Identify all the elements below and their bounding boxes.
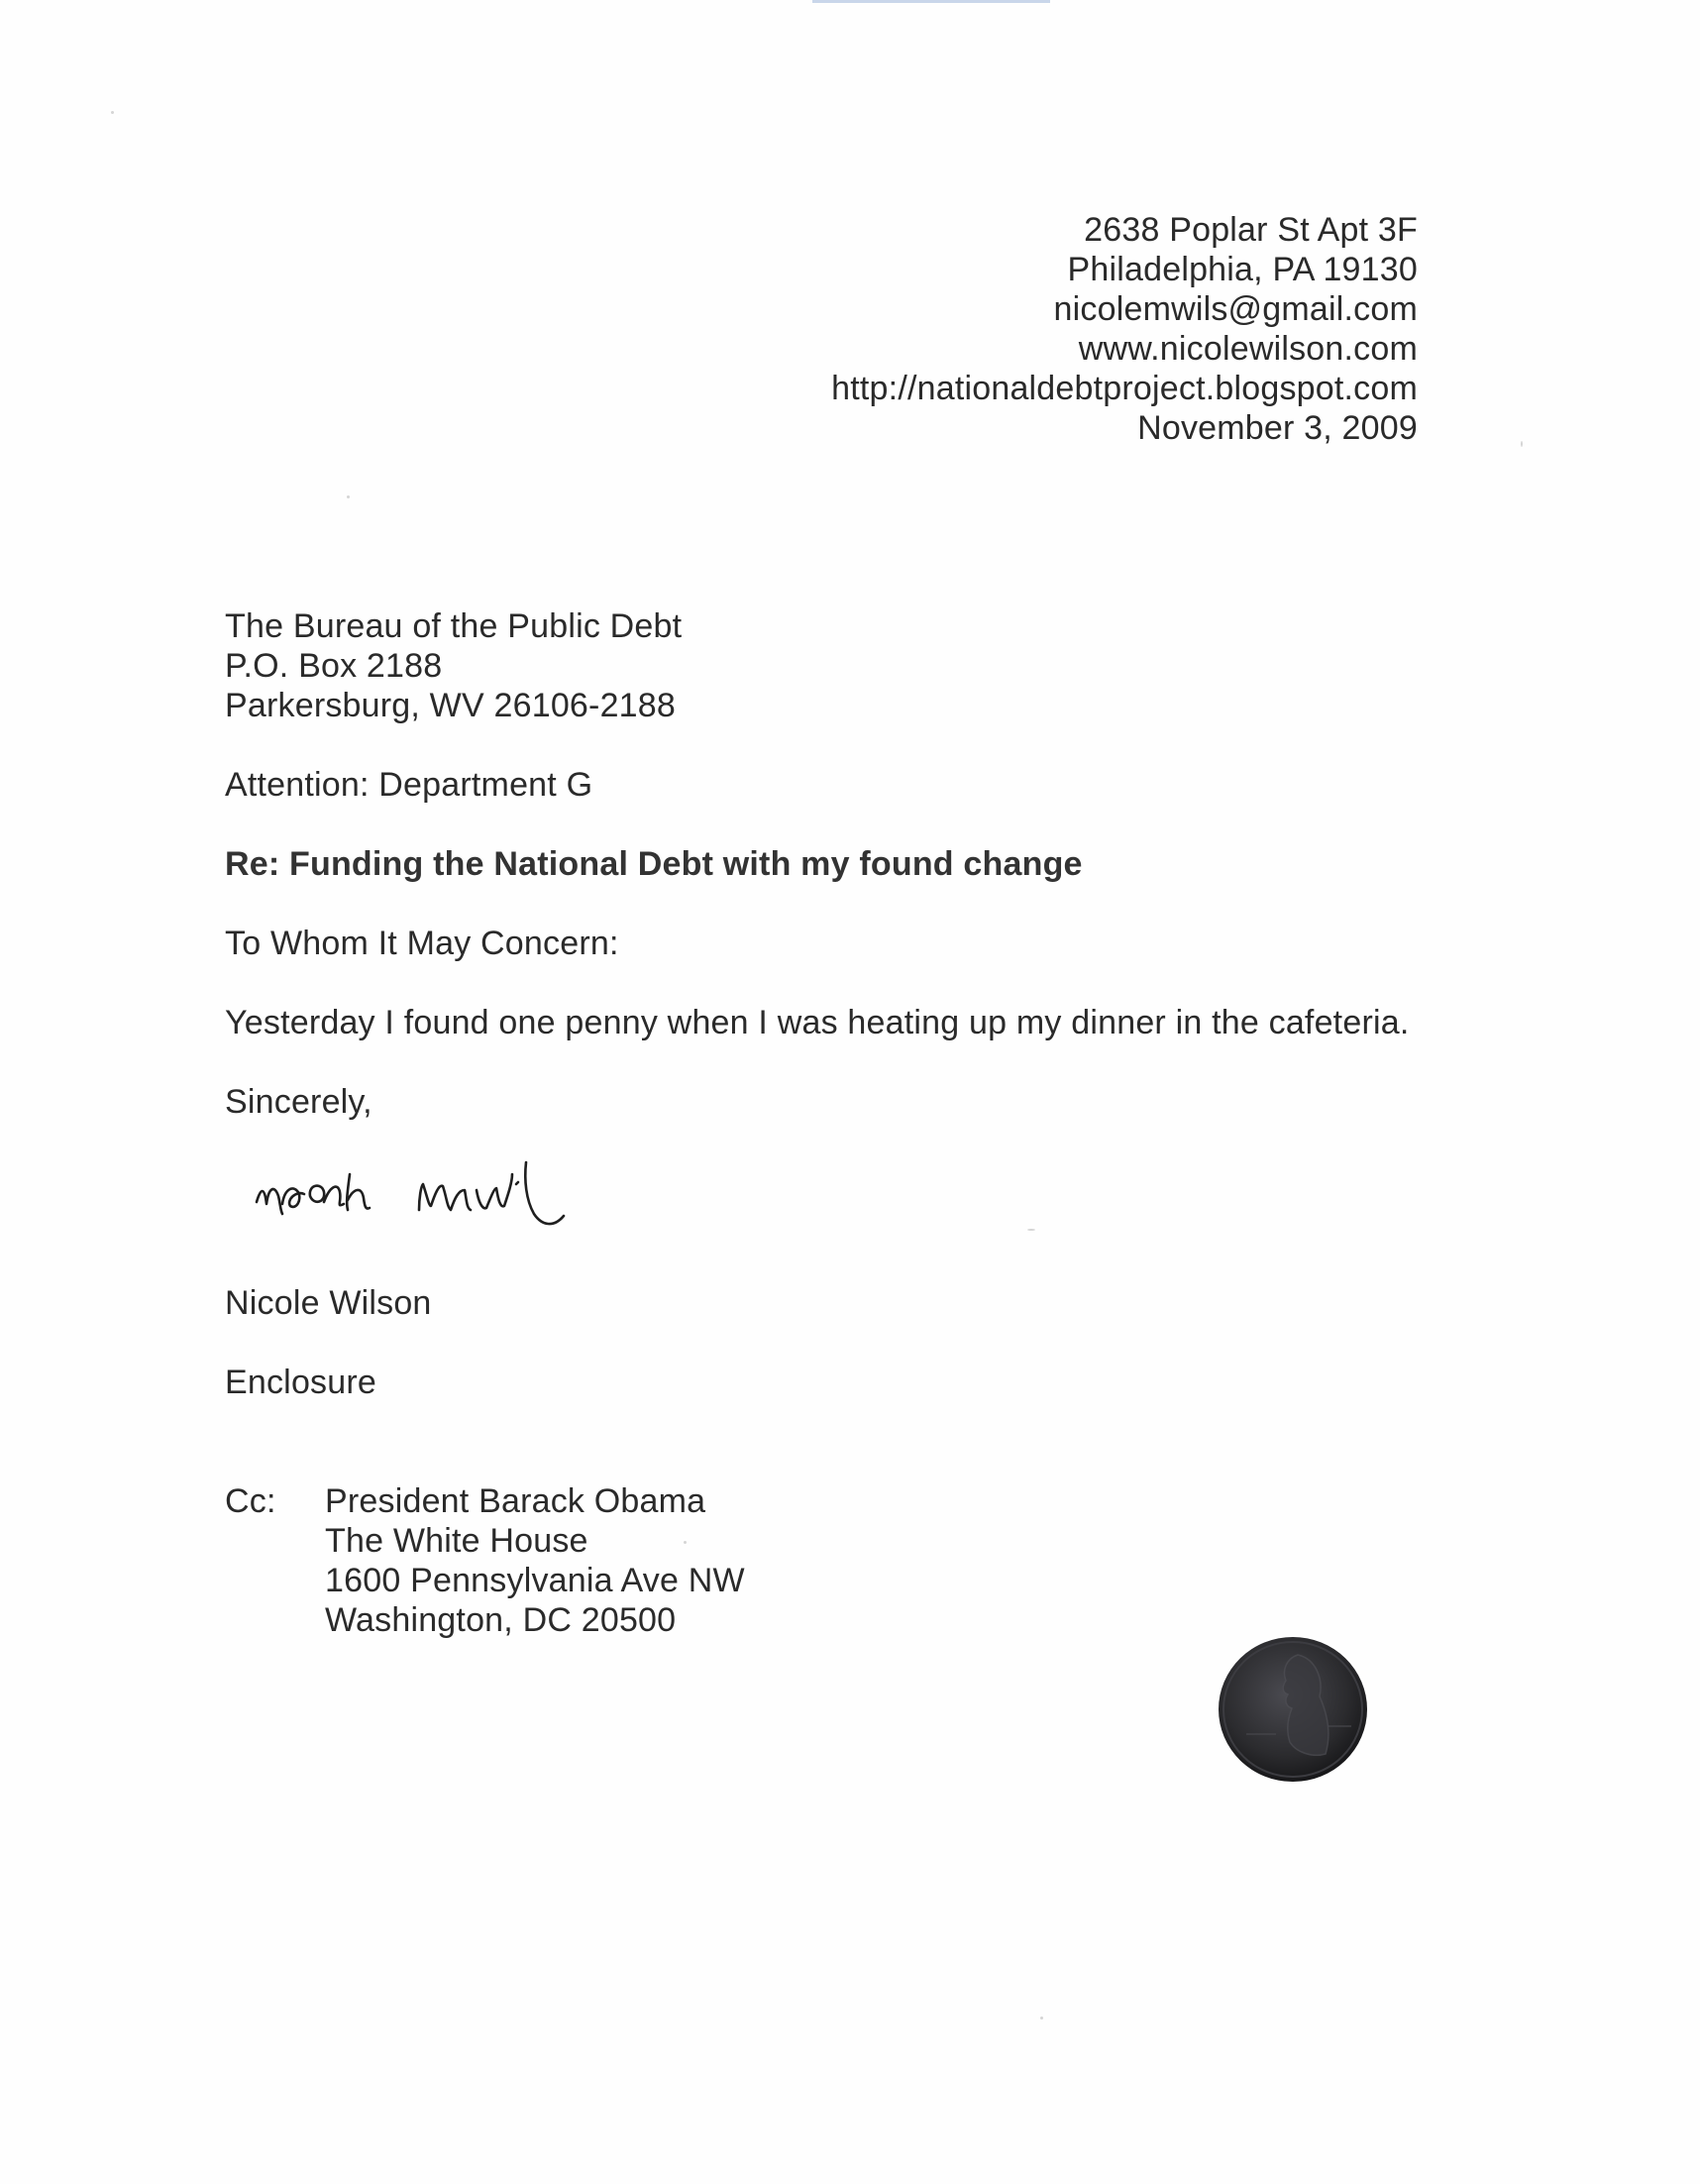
attention-line: Attention: Department G xyxy=(225,766,593,804)
sender-blog: http://nationaldebtproject.blogspot.com xyxy=(831,370,1418,407)
enclosure-line: Enclosure xyxy=(225,1364,376,1401)
letter-body: Yesterday I found one penny when I was heating up my dinner in the cafeteria. xyxy=(225,1004,1410,1041)
sender-city: Philadelphia, PA 19130 xyxy=(1067,251,1418,288)
cc-line-1: President Barack Obama xyxy=(325,1482,706,1520)
scan-speck xyxy=(1027,1229,1035,1231)
scan-speck xyxy=(347,495,350,498)
recipient-name: The Bureau of the Public Debt xyxy=(225,607,683,645)
penny-coin-icon xyxy=(1217,1635,1370,1784)
cc-line-2: The White House xyxy=(325,1522,588,1560)
sender-email: nicolemwils@gmail.com xyxy=(1053,290,1418,328)
sender-street: 2638 Poplar St Apt 3F xyxy=(1084,211,1418,249)
scan-speck xyxy=(111,111,114,114)
sender-website: www.nicolewilson.com xyxy=(1078,330,1418,368)
closing: Sincerely, xyxy=(225,1083,372,1121)
subject-line: Re: Funding the National Debt with my found change xyxy=(225,845,1083,883)
scan-speck xyxy=(684,1541,687,1544)
scan-speck xyxy=(1521,441,1523,447)
salutation: To Whom It May Concern: xyxy=(225,925,619,962)
cc-label: Cc: xyxy=(225,1482,276,1520)
scan-edge-line xyxy=(812,0,1050,3)
scan-speck xyxy=(1040,2017,1043,2020)
recipient-city: Parkersburg, WV 26106-2188 xyxy=(225,687,677,724)
signer-name: Nicole Wilson xyxy=(225,1284,432,1322)
recipient-po-box: P.O. Box 2188 xyxy=(225,647,443,685)
letter-date: November 3, 2009 xyxy=(1137,409,1418,447)
handwritten-signature-icon xyxy=(253,1145,728,1254)
cc-line-3: 1600 Pennsylvania Ave NW xyxy=(325,1562,745,1599)
cc-line-4: Washington, DC 20500 xyxy=(325,1601,677,1639)
